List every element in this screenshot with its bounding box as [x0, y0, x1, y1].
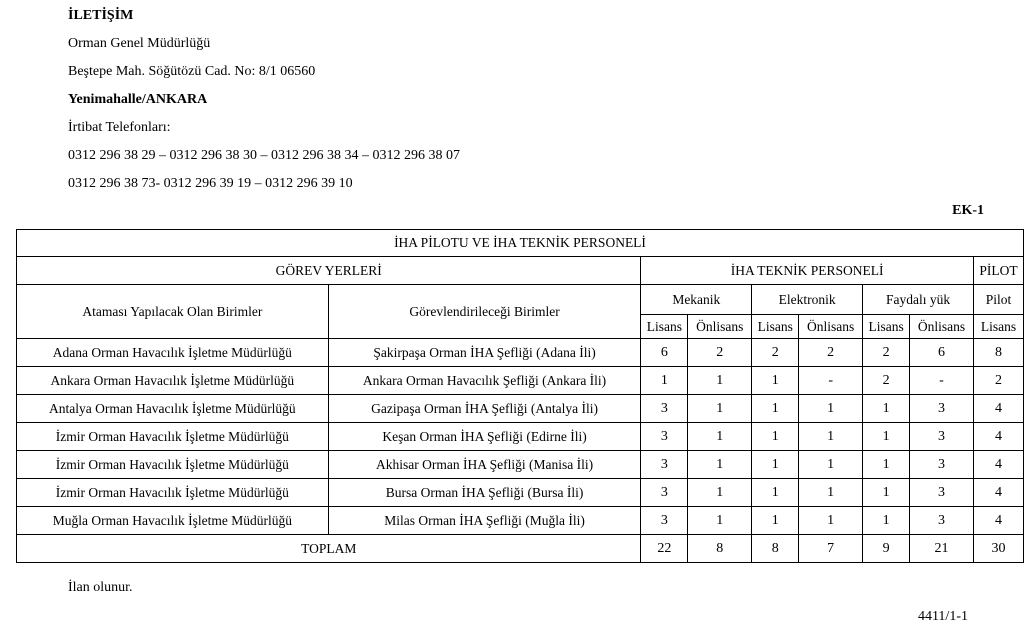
- contact-phones-label: İrtibat Telefonları:: [68, 120, 171, 135]
- cell-value: 4: [973, 423, 1023, 451]
- cell-value: 1: [752, 507, 799, 535]
- document-code: 4411/1-1: [917, 609, 968, 624]
- cell-value: 1: [688, 507, 752, 535]
- cell-atama: İzmir Orman Havacılık İşletme Müdürlüğü: [17, 479, 329, 507]
- cell-value: 3: [641, 479, 688, 507]
- total-row: [17, 535, 1024, 563]
- cell-value: 6: [641, 339, 688, 367]
- cell-gorev: Bursa Orman İHA Şefliği (Bursa İli): [328, 479, 641, 507]
- subheader-onlisans: Önlisans: [799, 315, 863, 339]
- table-row: [17, 507, 1024, 535]
- cell-value: 3: [910, 507, 974, 535]
- cell-gorev: Şakirpaşa Orman İHA Şefliği (Adana İli): [328, 339, 641, 367]
- cell-value: 4: [973, 507, 1023, 535]
- group-header-pilot: Pilot: [973, 285, 1023, 315]
- cell-value: 1: [799, 479, 863, 507]
- cell-value: 2: [752, 339, 799, 367]
- total-value: 8: [752, 535, 799, 563]
- cell-gorev: Milas Orman İHA Şefliği (Muğla İli): [328, 507, 641, 535]
- table-row: [17, 395, 1024, 423]
- cell-gorev: Gazipaşa Orman İHA Şefliği (Antalya İli): [328, 395, 641, 423]
- cell-value: 6: [910, 339, 974, 367]
- cell-value: 1: [799, 395, 863, 423]
- cell-value: -: [799, 367, 863, 395]
- cell-value: 4: [973, 395, 1023, 423]
- group-header-elektronik: Elektronik: [752, 285, 863, 315]
- cell-value: 8: [973, 339, 1023, 367]
- subheader-lisans: Lisans: [752, 315, 799, 339]
- cell-value: 3: [910, 479, 974, 507]
- cell-value: 2: [973, 367, 1023, 395]
- contact-phones-line-2: 0312 296 38 73- 0312 296 39 19 – 0312 296 39 10: [68, 176, 353, 191]
- column-header-gorev: Görevlendirileceği Birimler: [328, 285, 641, 339]
- cell-value: -: [910, 367, 974, 395]
- subheader-onlisans: Önlisans: [688, 315, 752, 339]
- table-title: İHA PİLOTU VE İHA TEKNİK PERSONELİ: [17, 230, 1024, 257]
- cell-atama: Antalya Orman Havacılık İşletme Müdürlüğü: [17, 395, 329, 423]
- total-value: 9: [863, 535, 910, 563]
- subheader-lisans: Lisans: [641, 315, 688, 339]
- cell-value: 1: [752, 367, 799, 395]
- cell-value: 1: [752, 451, 799, 479]
- table-row: [17, 423, 1024, 451]
- cell-atama: Ankara Orman Havacılık İşletme Müdürlüğü: [17, 367, 329, 395]
- cell-value: 1: [863, 451, 910, 479]
- cell-value: 1: [863, 479, 910, 507]
- cell-value: 1: [688, 479, 752, 507]
- cell-value: 2: [863, 367, 910, 395]
- cell-value: 1: [688, 367, 752, 395]
- cell-value: 4: [973, 479, 1023, 507]
- cell-value: 3: [910, 451, 974, 479]
- contact-address: Beştepe Mah. Söğütözü Cad. No: 8/1 06560: [68, 64, 316, 79]
- subheader-lisans: Lisans: [973, 315, 1023, 339]
- cell-value: 1: [799, 423, 863, 451]
- total-value: 8: [688, 535, 752, 563]
- cell-value: 1: [688, 395, 752, 423]
- group-header-mekanik: Mekanik: [641, 285, 752, 315]
- cell-value: 3: [910, 395, 974, 423]
- cell-value: 3: [641, 507, 688, 535]
- group-header-faydali-yuk: Faydalı yük: [863, 285, 974, 315]
- table-row: [17, 479, 1024, 507]
- table-row: [17, 367, 1024, 395]
- contact-city: Yenimahalle/ANKARA: [68, 92, 208, 107]
- total-value: 30: [973, 535, 1023, 563]
- cell-atama: İzmir Orman Havacılık İşletme Müdürlüğü: [17, 451, 329, 479]
- cell-value: 2: [688, 339, 752, 367]
- personnel-table: [16, 229, 1024, 563]
- table-row: [17, 451, 1024, 479]
- cell-value: 4: [973, 451, 1023, 479]
- cell-value: 1: [688, 451, 752, 479]
- cell-value: 3: [910, 423, 974, 451]
- cell-value: 3: [641, 451, 688, 479]
- cell-value: 3: [641, 395, 688, 423]
- cell-value: 1: [799, 451, 863, 479]
- cell-value: 1: [863, 423, 910, 451]
- cell-value: 1: [641, 367, 688, 395]
- subheader-onlisans: Önlisans: [910, 315, 974, 339]
- total-value: 7: [799, 535, 863, 563]
- cell-value: 1: [863, 507, 910, 535]
- cell-atama: Adana Orman Havacılık İşletme Müdürlüğü: [17, 339, 329, 367]
- cell-gorev: Ankara Orman Havacılık Şefliği (Ankara İli): [328, 367, 641, 395]
- total-label: TOPLAM: [17, 535, 641, 563]
- cell-value: 1: [688, 423, 752, 451]
- cell-gorev: Keşan Orman İHA Şefliği (Edirne İli): [328, 423, 641, 451]
- closing-text: İlan olunur.: [68, 580, 133, 595]
- cell-value: 1: [863, 395, 910, 423]
- cell-atama: Muğla Orman Havacılık İşletme Müdürlüğü: [17, 507, 329, 535]
- contact-phones-line-1: 0312 296 38 29 – 0312 296 38 30 – 0312 296 38 34 – 0312 296 38 07: [68, 148, 460, 163]
- cell-value: 2: [863, 339, 910, 367]
- contact-org: Orman Genel Müdürlüğü: [68, 36, 211, 51]
- table-row: [17, 339, 1024, 367]
- header-gorev-yerleri: GÖREV YERLERİ: [17, 257, 641, 285]
- header-pilot: PİLOT: [973, 257, 1023, 285]
- cell-value: 2: [799, 339, 863, 367]
- total-value: 22: [641, 535, 688, 563]
- cell-value: 1: [752, 423, 799, 451]
- cell-atama: İzmir Orman Havacılık İşletme Müdürlüğü: [17, 423, 329, 451]
- total-value: 21: [910, 535, 974, 563]
- cell-value: 3: [641, 423, 688, 451]
- cell-gorev: Akhisar Orman İHA Şefliği (Manisa İli): [328, 451, 641, 479]
- subheader-lisans: Lisans: [863, 315, 910, 339]
- cell-value: 1: [752, 479, 799, 507]
- header-teknik-personel: İHA TEKNİK PERSONELİ: [641, 257, 974, 285]
- cell-value: 1: [799, 507, 863, 535]
- column-header-atama: Ataması Yapılacak Olan Birimler: [17, 285, 329, 339]
- contact-heading: İLETİŞİM: [68, 8, 134, 23]
- annex-label: EK-1: [952, 203, 984, 218]
- cell-value: 1: [752, 395, 799, 423]
